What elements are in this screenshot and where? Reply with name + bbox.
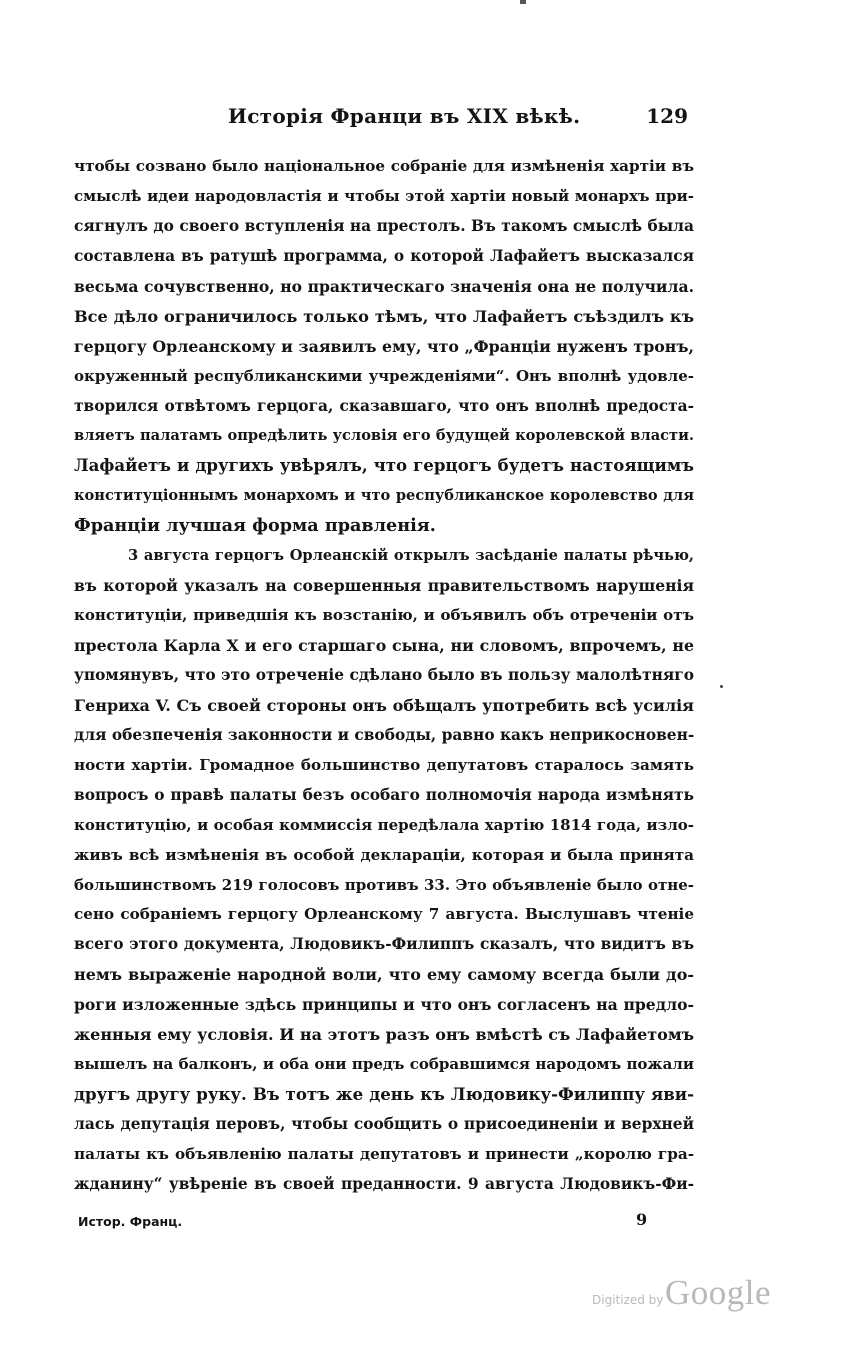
text-line: вопросъ о правѣ палаты безъ особаго полномочія народа измѣнять [74, 785, 694, 804]
text-line: конституціи, приведшія къ возстанію, и объявилъ объ отреченіи отъ [74, 606, 694, 625]
text-line: герцогу Орлеанскому и заявилъ ему, что „Франціи нуженъ тронъ, [74, 336, 694, 356]
text-line: сягнулъ до своего вступленія на престолъ. Въ такомъ смыслѣ была [74, 216, 694, 235]
text-line: палаты къ объявленію палаты депутатовъ и принести „королю гра- [74, 1144, 694, 1163]
text-line: упомянувъ, что это отреченіе сдѣлано было въ пользу малолѣтняго [74, 665, 694, 684]
text-line: весьма сочувственно, но практическаго значенія она не получила. [74, 276, 694, 296]
text-line: женныя ему условія. И на этотъ разъ онъ вмѣстѣ съ Лафайетомъ [74, 1025, 694, 1045]
text-line: немъ выраженіе народной воли, что ему самому всегда были до- [74, 965, 694, 985]
scan-mark [520, 0, 526, 4]
text-line: всего этого документа, Людовикъ-Филиппъ сказалъ, что видитъ въ [74, 935, 694, 954]
text-line: вышелъ на балконъ, и оба они предъ собравшимся народомъ пожали [74, 1055, 694, 1074]
text-line: конституціоннымъ монархомъ и что республиканское королевство для [74, 487, 694, 505]
page-number: 129 [646, 104, 688, 128]
text-line: 3 августа герцогъ Орлеанскій открылъ засѣданіе палаты рѣчью, [128, 547, 694, 565]
text-line: конституцію, и особая коммиссія передѣлала хартію 1814 года, изло- [74, 815, 694, 834]
text-line: живъ всѣ измѣненія въ особой деклараціи, которая и была принята [74, 845, 694, 864]
text-line: Лафайетъ и другихъ увѣрялъ, что герцогъ будетъ настоящимъ [74, 455, 694, 476]
running-title: Исторія Франци въ XIX вѣкѣ. [228, 104, 581, 128]
text-line: для обезпеченія законности и свободы, равно какъ неприкосновен- [74, 725, 694, 744]
text-line: Франціи лучшая форма правленія. [74, 515, 436, 537]
running-header [218, 104, 688, 134]
text-line: ности хартіи. Громадное большинство депутатовъ старалось замять [74, 755, 694, 774]
watermark-digitized-by: Digitized by [592, 1293, 664, 1307]
text-line: чтобы созвано было національное собраніе для измѣненія хартіи въ [74, 157, 694, 175]
google-watermark [592, 1273, 792, 1316]
text-line: другъ другу руку. Въ тотъ же день къ Людовику-Филиппу яви- [74, 1084, 694, 1105]
ink-speck [720, 685, 723, 688]
text-line: творился отвѣтомъ герцога, сказавшаго, что онъ вполнѣ предоста- [74, 396, 694, 415]
text-line: окруженный республиканскими учрежденіями“. Онъ вполнѣ удовле- [74, 366, 694, 385]
text-line: жданину“ увѣреніе въ своей преданности. 9 августа Людовикъ-Фи- [74, 1174, 694, 1193]
text-line: смыслѣ идеи народовластія и чтобы этой хартіи новый монархъ при- [74, 186, 694, 205]
text-line: лась депутація перовъ, чтобы сообщить о присоединеніи и верхней [74, 1115, 694, 1133]
text-line: Генриха V. Съ своей стороны онъ обѣщалъ употребить всѣ усилія [74, 695, 694, 715]
text-line: большинствомъ 219 голосовъ противъ 33. Это объявленіе было отне- [74, 875, 694, 894]
text-line: роги изложенные здѣсь принципы и что онъ согласенъ на предло- [74, 995, 694, 1015]
text-line: въ которой указалъ на совершенныя правительствомъ нарушенія [74, 576, 694, 596]
watermark-logo: Google [665, 1273, 772, 1312]
text-line: составлена въ ратушѣ программа, о которой Лафайетъ высказался [74, 246, 694, 265]
page-footer [78, 1210, 658, 1234]
text-line: Все дѣло ограничилось только тѣмъ, что Лафайетъ съѣздилъ къ [74, 306, 694, 326]
sheet-number: 9 [636, 1210, 648, 1229]
text-line: сено собраніемъ герцогу Орлеанскому 7 августа. Выслушавъ чтеніе [74, 905, 694, 924]
printer-signature: Истор. Франц. [78, 1214, 183, 1229]
body-text [74, 152, 694, 1200]
text-line: престола Карла X и его старшаго сына, ни словомъ, впрочемъ, не [74, 636, 694, 655]
text-line: вляетъ палатамъ опредѣлить условія его будущей королевской власти. [74, 427, 694, 445]
